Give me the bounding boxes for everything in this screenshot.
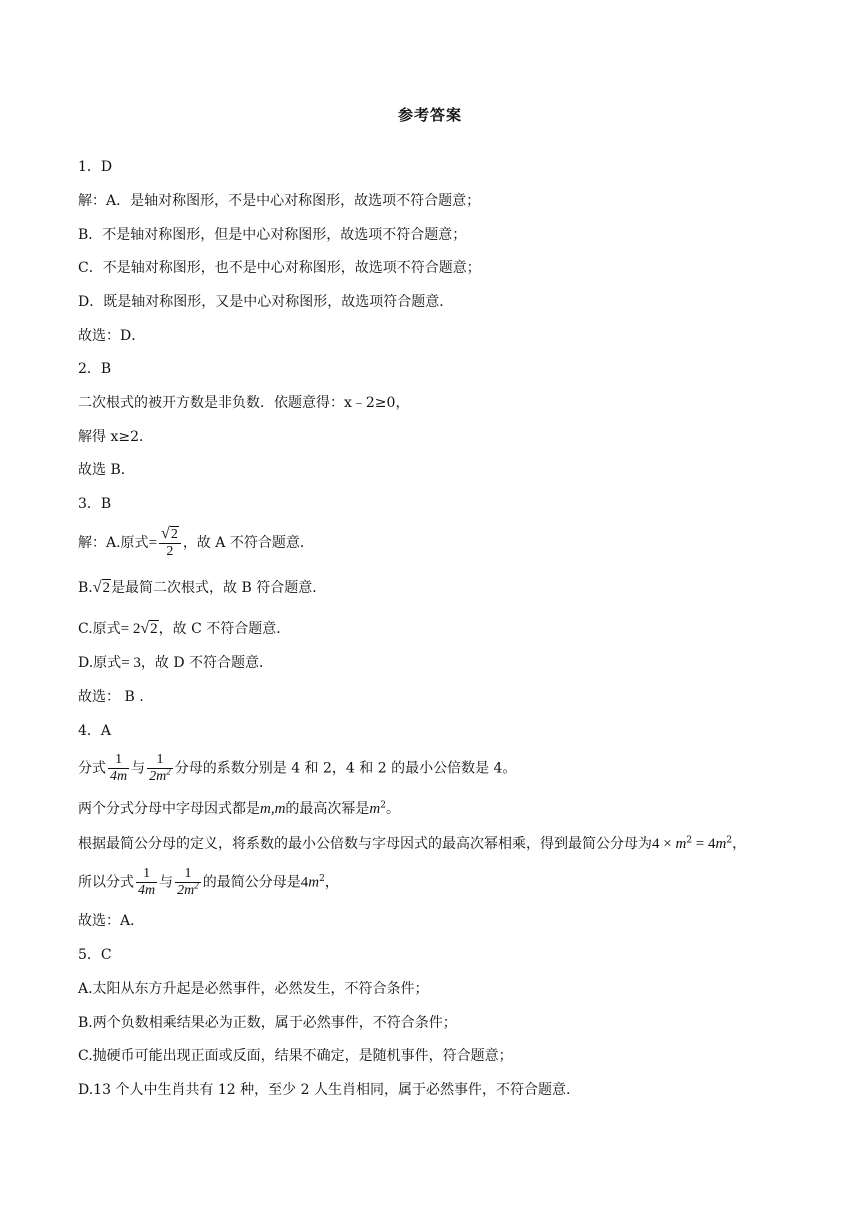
q4-l3-suffix: ， [732,836,747,852]
q4-l4-suffix: ， [324,874,339,891]
q4-l4-coefficient: 4 [300,874,309,891]
page-title: 参考答案 [397,106,462,124]
q4-l3-var-2: m [715,836,727,852]
sqrt-icon: √ [161,525,170,542]
q3-c-suffix: ，故 C 不符合题意． [158,621,291,637]
q4-l2-suffix: 。 [386,801,400,817]
q3-a-prefix: 解：A.原式 [78,535,149,551]
q4-l4-var: m [308,874,320,891]
q4-answer: 4．A [78,723,112,739]
q1-line-4: D．既是轴对称图形，又是中心对称图形，故选项符合题意． [78,294,454,310]
q4-l3-exp-2: 2 [726,835,733,846]
q3-line-b [78,578,326,598]
q4-l2-power: m [369,801,381,817]
q4-l4-fraction-1 [136,866,157,899]
q4-l4-f2-exponent: 2 [194,880,199,891]
q4-l3-result: = 4 [692,836,716,852]
q3-a-denominator: 2 [159,543,181,560]
q1-line-3: C．不是轴对称图形，也不是中心对称图形，故选项不符合题意； [78,260,481,276]
q3-c-prefix: C.原式 [78,621,121,637]
q2-line-3: 故选 B． [78,462,135,478]
q4-l3-exp-1: 2 [686,835,693,846]
q2-line-2: 解得 x≥2． [78,429,153,445]
q4-fraction-2 [147,752,173,785]
q4-f2-denominator: 2m [149,769,167,784]
q3-d-suffix: ，故 D 不符合题意． [140,655,274,671]
q3-a-equals: = [148,535,158,551]
q5-line-2: B.两个负数相乘结果必为正数，属于必然事件，不符合条件； [78,1015,457,1031]
q4-l4-exp: 2 [319,873,325,884]
q4-l2-variables: m,m [260,801,286,817]
q3-d-prefix: D.原式 [78,655,122,671]
q3-d-value: = 3 [121,655,141,671]
q4-l1-prefix: 分式 [78,760,106,777]
q4-l4-prefix: 所以分式 [78,874,134,891]
q1-line-5: 故选：D． [78,328,146,344]
q4-f1-denominator: 4m [110,769,128,784]
q3-a-numerator: 2 [170,527,178,542]
q2-answer: 2．B [78,361,112,377]
q4-l2-exponent: 2 [380,800,386,811]
q3-answer: 3．B [78,496,112,512]
q4-line-4 [78,866,339,899]
q4-line-3 [78,834,746,854]
q4-l2-mid: 的最高次幂是 [285,801,370,817]
q5-line-4: D.13 个人中生肖共有 12 种，至少 2 人生肖相同，属于必然事件，不符合题意. [78,1082,571,1098]
q3-c-radicand: 2 [150,621,158,637]
q3-conclusion: 故选： B . [78,689,144,705]
q3-b-prefix: B. [78,580,93,596]
q4-line-1 [78,752,516,785]
q5-answer: 5．C [78,947,112,963]
q3-a-fraction [159,526,181,560]
q4-l2-prefix: 两个分式分母中字母因式都是 [78,801,260,817]
q4-f1-numerator: 1 [115,752,123,767]
q4-l3-prefix: 根据最简公分母的定义，将系数的最小公倍数与字母因式的最高次幂相乘，得到最简公分母为 [78,836,652,852]
q4-l4-f2-numerator: 1 [184,866,192,881]
q3-b-radicand: 2 [102,580,111,596]
sqrt-icon: √ [140,620,150,637]
q1-answer: 1．D [78,159,113,175]
q3-line-a [78,526,314,560]
q4-l3-coefficient: 4 × [652,836,676,852]
q4-l4-f1-numerator: 1 [143,866,151,881]
q3-c-value: = 2 [120,621,141,637]
q1-line-2: B．不是轴对称图形，但是中心对称图形，故选项不符合题意； [78,227,467,243]
q4-l1-and: 与 [131,760,146,777]
q3-line-d [78,653,273,673]
q3-a-suffix: ，故 A 不符合题意． [182,535,314,551]
q4-f2-exponent: 2 [166,766,171,777]
q4-l4-mid: 的最简公分母是 [202,874,301,891]
q4-fraction-1 [108,752,129,785]
q4-l4-f2-denominator: 2m [177,883,195,898]
q4-line-2 [78,799,400,819]
q1-line-1: 解：A．是轴对称图形，不是中心对称图形，故选项不符合题意； [78,193,481,209]
sqrt-icon: √ [92,579,102,596]
q4-l3-var-1: m [675,836,687,852]
q4-l1-suffix: 分母的系数分别是 4 和 2，4 和 2 的最小公倍数是 4。 [174,760,517,777]
q4-l4-fraction-2 [175,866,201,899]
q3-line-c [78,619,290,639]
q5-line-3: C.抛硬币可能出现正面或反面，结果不确定，是随机事件，符合题意； [78,1048,513,1064]
q5-line-1: A.太阳从东方升起是必然事件，必然发生，不符合条件； [78,981,429,997]
q4-l4-and: 与 [159,874,174,891]
q4-f2-numerator: 1 [156,752,164,767]
q3-b-suffix: 是最简二次根式，故 B 符合题意． [111,580,327,596]
q4-l4-f1-denominator: 4m [138,883,156,898]
q2-line-1: 二次根式的被开方数是非负数．依题意得：x﹣2≥0， [78,395,410,411]
q4-conclusion: 故选：A． [78,913,145,929]
